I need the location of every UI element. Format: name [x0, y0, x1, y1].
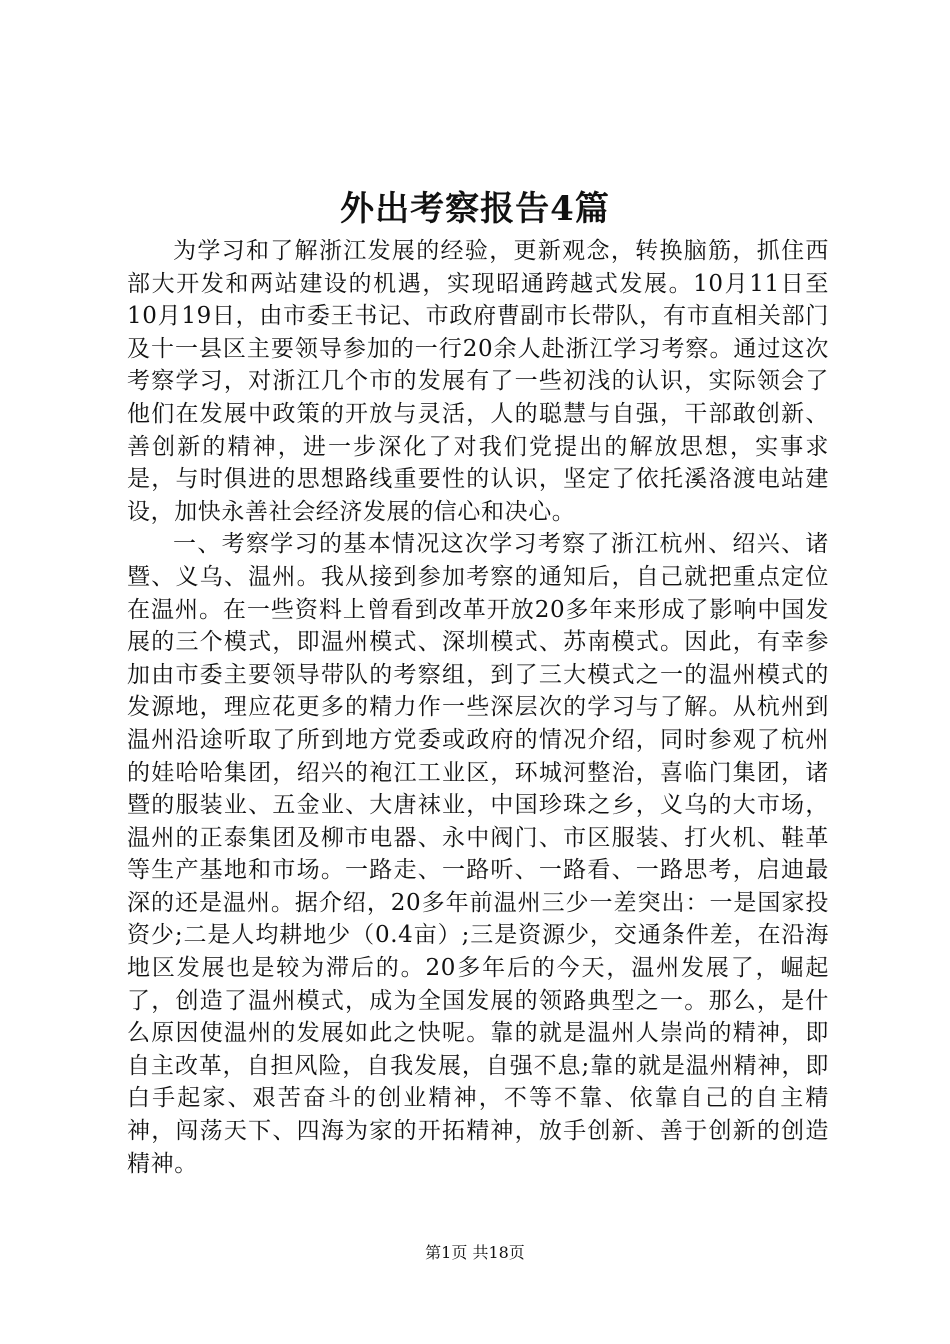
paragraph-section-one: 一、考察学习的基本情况这次学习考察了浙江杭州、绍兴、诸暨、义乌、温州。我从接到参加考察的通知后，自己就把重点定位在温州。在一些资料上曾看到改革开放20多年来形成了影响中国发展的三个模式，即温州模式、深圳模式、苏南模式。因此，有幸参加由市委主要领导带队的考察组，到了三大模式之一的温州模式的发源地，理应花更多的精力作一些深层次的学习与了解。从杭州到温州沿途听取了所到地方党委或政府的情况介绍，同时参观了杭州的娃哈哈集团，绍兴的袍江工业区，环城河整治，喜临门集团，诸暨的服装业、五金业、大唐袜业，中国珍珠之乡，义乌的大市场，温州的正泰集团及柳市电器、永中阀门、市区服装、打火机、鞋革等生产基地和市场。一路走、一路听、一路看、一路思考，启迪最深的还是温州。据介绍，20多年前温州三少一差突出：一是国家投资少;二是人均耕地少（0.4亩）;三是资源少，交通条件差，在沿海地区发展也是较为滞后的。20多年后的今天，温州发展了，崛起了，创造了温州模式，成为全国发展的领路典型之一。那么，是什么原因使温州的发展如此之快呢。靠的就是温州人崇尚的精神，即自主改革，自担风险，自我发展，自强不息;靠的就是温州精神，即白手起家、艰苦奋斗的创业精神，不等不靠、依靠自己的自主精神，闯荡天下、四海为家的开拓精神，放手创新、善于创新的创造精神。	[127, 531, 829, 1177]
page-footer: 第1页 共18页	[425, 1243, 525, 1262]
document-body	[127, 235, 829, 1180]
paragraph-intro: 为学习和了解浙江发展的经验，更新观念，转换脑筋，抓住西部大开发和两站建设的机遇，实现昭通跨越式发展。10月11日至10月19日，由市委王书记、市政府曹副市长带队，有市直相关部门及十一县区主要领导参加的一行20余人赴浙江学习考察。通过这次考察学习，对浙江几个市的发展有了一些初浅的认识，实际领会了他们在发展中政策的开放与灵活，人的聪慧与自强，干部敢创新、善创新的精神，进一步深化了对我们党提出的解放思想，实事求是，与时俱进的思想路线重要性的认识，坚定了依托溪洛渡电站建设，加快永善社会经济发展的信心和决心。	[127, 238, 829, 525]
page-title: 外出考察报告4篇	[340, 189, 610, 229]
